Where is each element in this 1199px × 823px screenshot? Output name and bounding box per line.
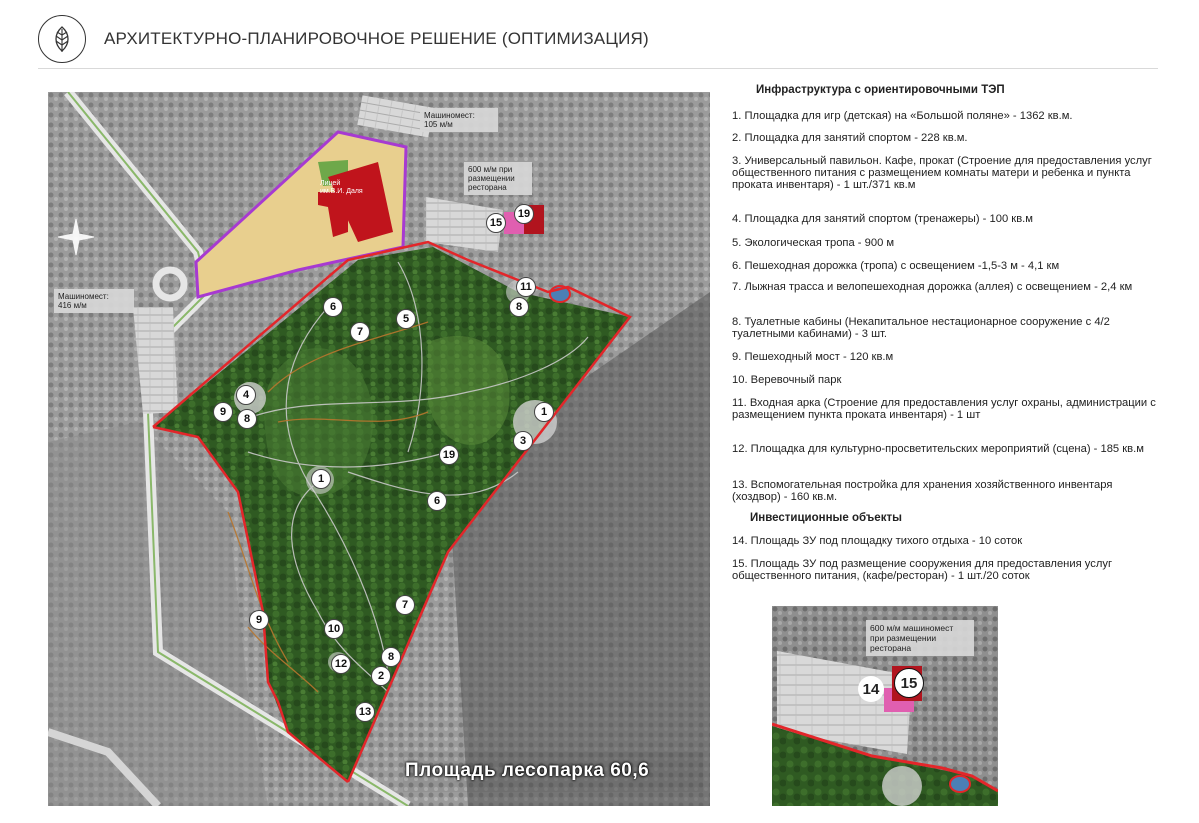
leaf-logo-icon (38, 15, 86, 63)
header-divider (38, 68, 1158, 69)
legend-item-4: 4. Площадка для занятий спортом (тренажеры) - 100 кв.м (732, 213, 1033, 225)
marker-11: 11 (516, 277, 536, 297)
legend-title: Инфраструктура с ориентировочными ТЭП (756, 84, 1005, 96)
site-plan-map (48, 92, 710, 806)
parking-left-label: Машиномест: 416 м/м (54, 289, 134, 313)
marker-19: 19 (439, 445, 459, 465)
marker-10: 10 (324, 619, 344, 639)
parking-restaurant-label: 600 м/м при размещении ресторана (464, 162, 532, 195)
park-area-caption: Площадь лесопарка 60,6 (405, 760, 650, 781)
parking-top-label: Машиномест: 105 м/м (420, 108, 498, 132)
marker-9: 9 (213, 402, 233, 422)
legend-item-1: 1. Площадка для игр (детская) на «Большой поляне» - 1362 кв.м. (732, 110, 1073, 122)
legend-item-12: 12. Площадка для культурно-просветительских мероприятий (сцена) - 185 кв.м (732, 443, 1144, 455)
marker-1: 1 (534, 402, 554, 422)
marker-7: 7 (350, 322, 370, 342)
legend-item-8: 8. Туалетные кабины (Некапитальное нестационарное сооружение с 4/2 туалетными кабинами) - 3 шт. (732, 316, 1110, 340)
legend-item-2: 2. Площадка для занятий спортом - 228 кв.м. (732, 132, 968, 144)
marker-6b: 6 (427, 491, 447, 511)
marker-9b: 9 (249, 610, 269, 630)
marker-14: 15 (486, 213, 506, 233)
marker-2: 2 (371, 666, 391, 686)
legend-item-3: 3. Универсальный павильон. Кафе, прокат (Строение для предоставления услуг общественного питания с размещением комнаты матери и ребенка и пункта проката инвентаря) - 1 шт./371 кв.м (732, 155, 1152, 191)
marker-3: 3 (513, 431, 533, 451)
invest-item-15: 15. Площадь ЗУ под размещение сооружения для предоставления услуг общественного питания, (кафе/ресторан) - 1 шт./20 соток (732, 558, 1113, 582)
marker-15: 19 (514, 204, 534, 224)
inset-marker-15: 15 (894, 668, 924, 698)
marker-8: 8 (509, 297, 529, 317)
marker-8c: 8 (381, 647, 401, 667)
school-label: Лицей им.В.И. Даля (320, 180, 363, 195)
legend-item-13: 13. Вспомогательная постройка для хранения хозяйственного инвентаря (хоздвор) - 160 кв.м. (732, 479, 1113, 503)
marker-7b: 7 (395, 595, 415, 615)
legend-item-10: 10. Веревочный парк (732, 374, 842, 386)
page-header (0, 0, 1199, 70)
marker-13: 13 (355, 702, 375, 722)
invest-item-14: 14. Площадь ЗУ под площадку тихого отдыха - 10 соток (732, 535, 1023, 547)
legend-item-5: 5. Экологическая тропа - 900 м (732, 237, 895, 249)
legend-item-7: 7. Лыжная трасса и велопешеходная дорожка (аллея) с освещением - 2,4 км (732, 281, 1133, 293)
marker-6: 6 (323, 297, 343, 317)
marker-5: 5 (396, 309, 416, 329)
marker-1b: 1 (311, 469, 331, 489)
inset-map (772, 606, 998, 806)
page-title: АРХИТЕКТУРНО-ПЛАНИРОВОЧНОЕ РЕШЕНИЕ (ОПТИМИЗАЦИЯ) (104, 29, 649, 48)
marker-8b: 8 (237, 409, 257, 429)
marker-4: 4 (236, 385, 256, 405)
legend-item-6: 6. Пешеходная дорожка (тропа) с освещением -1,5-3 м - 4,1 км (732, 260, 1060, 272)
inset-parking-label: 600 м/м машиномест при размещении ресторана (866, 620, 974, 656)
legend-item-11: 11. Входная арка (Строение для предоставления услуг охраны, администрации с размещением пункта проката инвентаря) - 1 шт (732, 397, 1156, 421)
invest-title: Инвестиционные объекты (750, 512, 902, 524)
legend-item-9: 9. Пешеходный мост - 120 кв.м (732, 351, 894, 363)
marker-12: 12 (331, 654, 351, 674)
inset-marker-14: 14 (858, 676, 884, 702)
